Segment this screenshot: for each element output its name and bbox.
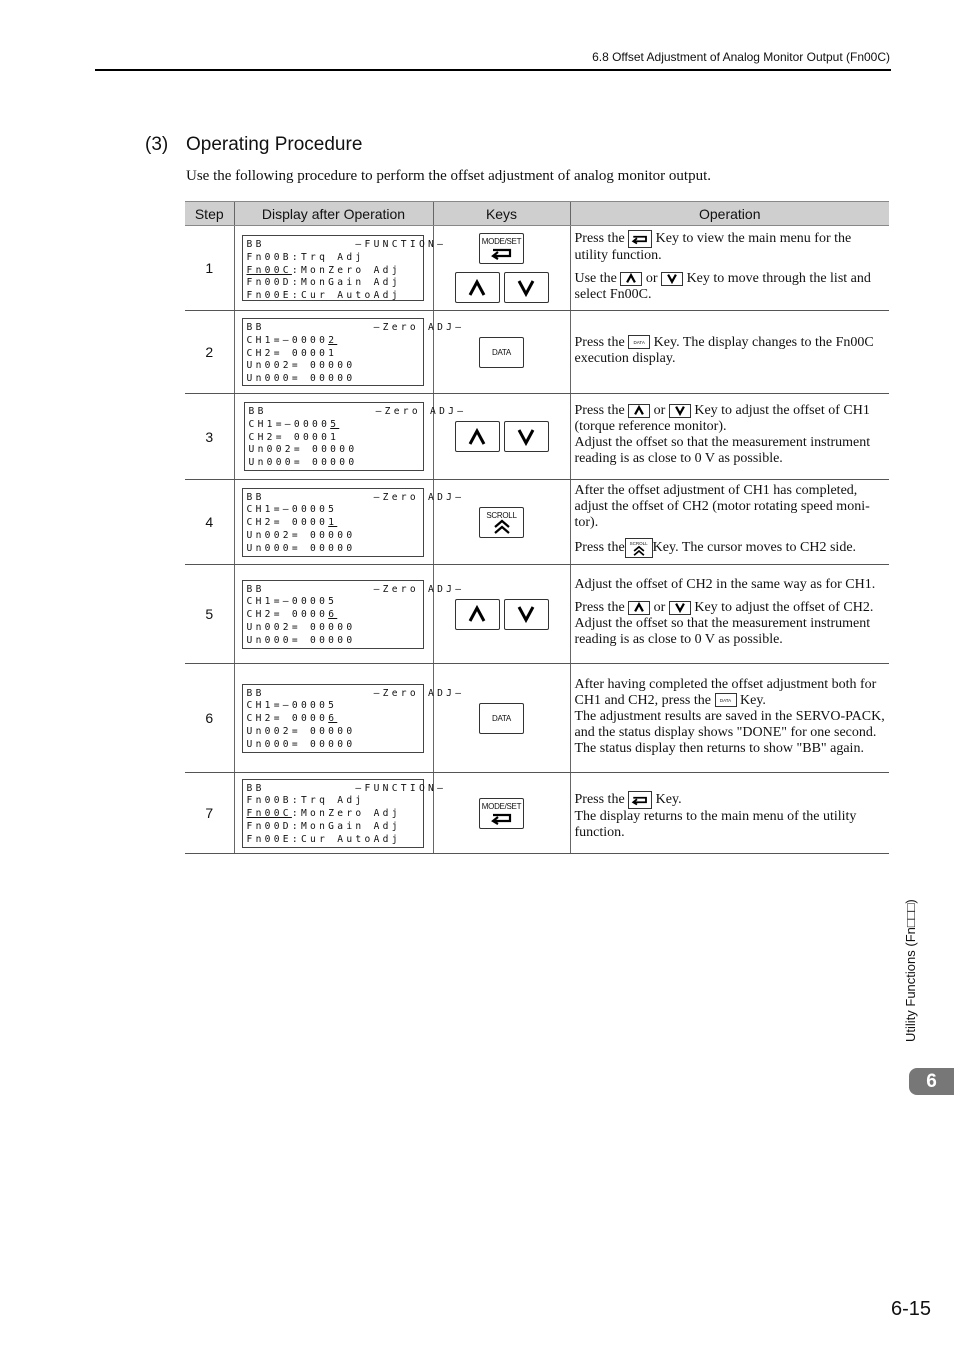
section-title: Operating Procedure: [186, 134, 363, 155]
display-line: BB –Zero ADJ–: [246, 687, 465, 699]
display-line: Un002= 00000: [246, 621, 356, 633]
display-line: [247, 265, 423, 278]
cursor-digit: 2: [328, 334, 338, 346]
data-key[interactable]: DATA: [479, 703, 524, 734]
display-rest: :MonZero Adj: [291, 264, 401, 276]
step-number: 7: [185, 773, 234, 854]
mode-set-key-icon: [628, 791, 652, 809]
operation-cell: Press the Key to view the main menu for the utility function. Use the or Key to move through the list and select Fn00C.: [570, 226, 889, 311]
step-number: 4: [185, 480, 234, 565]
display-line: Fn00B:Trq Adj: [246, 795, 365, 807]
display-line: CH2= 00001: [246, 517, 338, 529]
down-arrow-icon: [517, 429, 535, 445]
keys-cell: [433, 664, 570, 773]
operation-cell: After the offset adjustment of CH1 has completed, adjust the offset of CH2 (motor rotating speed moni-tor). Press the SCROLL Key. The cursor moves to CH2 side.: [570, 480, 889, 565]
display-cell: [234, 394, 467, 480]
mode-set-key[interactable]: MODE/SET: [479, 798, 524, 829]
display-line: Un000= 00000: [246, 634, 356, 646]
header-step: Step: [185, 202, 234, 226]
up-arrow-icon: [468, 606, 486, 622]
display-line: [247, 808, 423, 821]
step-number: 1: [185, 226, 234, 311]
cursor-item: Fn00C: [246, 264, 292, 276]
down-arrow-icon: [517, 280, 535, 296]
display-cell: [234, 226, 447, 311]
header-rule: [95, 69, 891, 71]
mode-set-key-icon: [628, 230, 652, 248]
display-line: Fn00D:MonGain Adj: [246, 277, 401, 289]
down-arrow-icon: [517, 606, 535, 622]
display-line: Un000= 00000: [246, 738, 356, 750]
operation-cell: Adjust the offset of CH2 in the same way as for CH1. Press the or Key to adjust the offset of CH2. Adjust the offset so that the measurement instrument reading is as close to 0 V as possible.: [570, 565, 889, 664]
display-line: CH1=–00005: [246, 700, 338, 712]
display-line: BB –Zero ADJ–: [246, 322, 465, 333]
scroll-key-icon: SCROLL: [625, 538, 653, 558]
table-row: [185, 480, 889, 565]
enter-arrow-icon: [490, 246, 514, 260]
running-header: 6.8 Offset Adjustment of Analog Monitor Output (Fn00C): [592, 50, 890, 64]
display-line: Fn00D:MonGain Adj: [246, 820, 401, 832]
scroll-key[interactable]: SCROLL: [479, 507, 524, 538]
step-number: 3: [185, 394, 234, 480]
table-header-row: [185, 202, 889, 226]
section-number: (3): [145, 134, 169, 155]
up-arrow-icon: [468, 280, 486, 296]
table-row: [185, 565, 889, 664]
cursor-digit: 6: [328, 609, 338, 621]
table-row: [185, 394, 889, 480]
display-cell: [234, 311, 465, 394]
chapter-tab: 6: [909, 1068, 954, 1095]
display-line: Un000= 00000: [248, 457, 358, 469]
display-line: Un002= 00000: [246, 360, 356, 372]
operation-cell: Press the Key. The display returns to the main menu of the utility function.: [570, 773, 889, 854]
data-key[interactable]: DATA: [479, 337, 524, 368]
display-line: Fn00E:Cur AutoAdj: [246, 290, 401, 302]
section-heading: [145, 134, 362, 156]
display-line: CH2= 00001: [248, 431, 340, 443]
display-cell: [234, 664, 465, 773]
display-cell: [234, 565, 465, 664]
display-line: BB –Zero ADJ–: [248, 406, 467, 417]
down-key[interactable]: [504, 421, 549, 452]
display-line: Un002= 00000: [248, 444, 358, 456]
down-arrow-icon: [669, 404, 691, 418]
keys-cell: [433, 226, 570, 311]
display-line: BB –Zero ADJ–: [246, 583, 465, 595]
panel-display: [242, 684, 465, 753]
header-display: Display after Operation: [234, 202, 433, 226]
enter-arrow-icon: [490, 811, 514, 825]
display-line: CH1=–00005: [246, 504, 338, 516]
panel-display: [244, 402, 467, 471]
display-line: BB –FUNCTION–: [246, 239, 447, 250]
keys-cell: [433, 773, 570, 854]
up-arrow-icon: [628, 601, 650, 615]
table-row: [185, 311, 889, 394]
table-row: [185, 226, 889, 311]
display-line: Un000= 00000: [246, 373, 356, 385]
mode-set-key[interactable]: MODE/SET: [479, 233, 524, 264]
header-keys: Keys: [433, 202, 570, 226]
data-key-icon: DATA: [628, 335, 650, 349]
up-key[interactable]: [455, 599, 500, 630]
display-line: CH2= 00006: [246, 609, 338, 621]
cursor-digit: 6: [328, 713, 338, 725]
down-arrow-icon: [669, 601, 691, 615]
table-row: [185, 773, 889, 854]
display-line: CH2= 00006: [246, 713, 338, 725]
keys-cell: [433, 565, 570, 664]
display-line: CH1=–00005: [248, 418, 340, 430]
operation-cell: Press the DATA Key. The display changes to the Fn00C execution display.: [570, 311, 889, 394]
panel-display: [242, 318, 465, 386]
up-arrow-icon: [620, 272, 642, 286]
display-line: Un002= 00000: [246, 529, 356, 541]
header-operation: Operation: [570, 202, 889, 226]
step-number: 2: [185, 311, 234, 394]
display-line: BB –Zero ADJ–: [246, 491, 465, 503]
up-key[interactable]: [455, 272, 500, 303]
cursor-digit: 5: [330, 418, 340, 430]
up-arrow-icon: [468, 429, 486, 445]
cursor-item: Fn00C: [246, 808, 292, 820]
display-line: Fn00B:Trq Adj: [246, 251, 365, 263]
step-number: 6: [185, 664, 234, 773]
data-key-icon: DATA: [715, 693, 737, 707]
intro-paragraph: Use the following procedure to perform the offset adjustment of analog monitor output.: [186, 168, 712, 184]
panel-display: [242, 235, 447, 302]
down-key[interactable]: [504, 272, 549, 303]
display-line: CH2= 00001: [246, 347, 338, 359]
panel-display: [242, 580, 465, 649]
step-number: 5: [185, 565, 234, 664]
down-arrow-icon: [661, 272, 683, 286]
display-line: Un000= 00000: [246, 542, 356, 554]
display-line: Un002= 00000: [246, 725, 356, 737]
display-line: CH1=–00002: [246, 334, 338, 346]
table-row: [185, 664, 889, 773]
procedure-table: [185, 201, 889, 854]
display-line: Fn00E:Cur AutoAdj: [246, 833, 401, 845]
display-cell: [234, 773, 447, 854]
up-key[interactable]: [455, 421, 500, 452]
scroll-arrows-icon: [492, 520, 512, 534]
operation-cell: After having completed the offset adjustment both for CH1 and CH2, press the DATA Key. The adjustment results are saved in the SERVO-PACK, and the status display shows "DONE" for one second. The status display then returns to show "BB" again.: [570, 664, 889, 773]
down-key[interactable]: [504, 599, 549, 630]
display-line: CH1=–00005: [246, 596, 338, 608]
display-rest: :MonZero Adj: [291, 808, 401, 820]
panel-display: [242, 488, 465, 557]
display-cell: [234, 480, 465, 565]
operation-cell: Press the or Key to adjust the offset of CH1 (torque reference monitor). Adjust the offset so that the measurement instrument reading is as close to 0 V as possible.: [570, 394, 889, 480]
cursor-digit: 1: [328, 517, 338, 529]
panel-display: [242, 779, 447, 848]
page-number: 6-15: [890, 1298, 931, 1320]
display-line: BB –FUNCTION–: [246, 782, 447, 794]
up-arrow-icon: [628, 404, 650, 418]
